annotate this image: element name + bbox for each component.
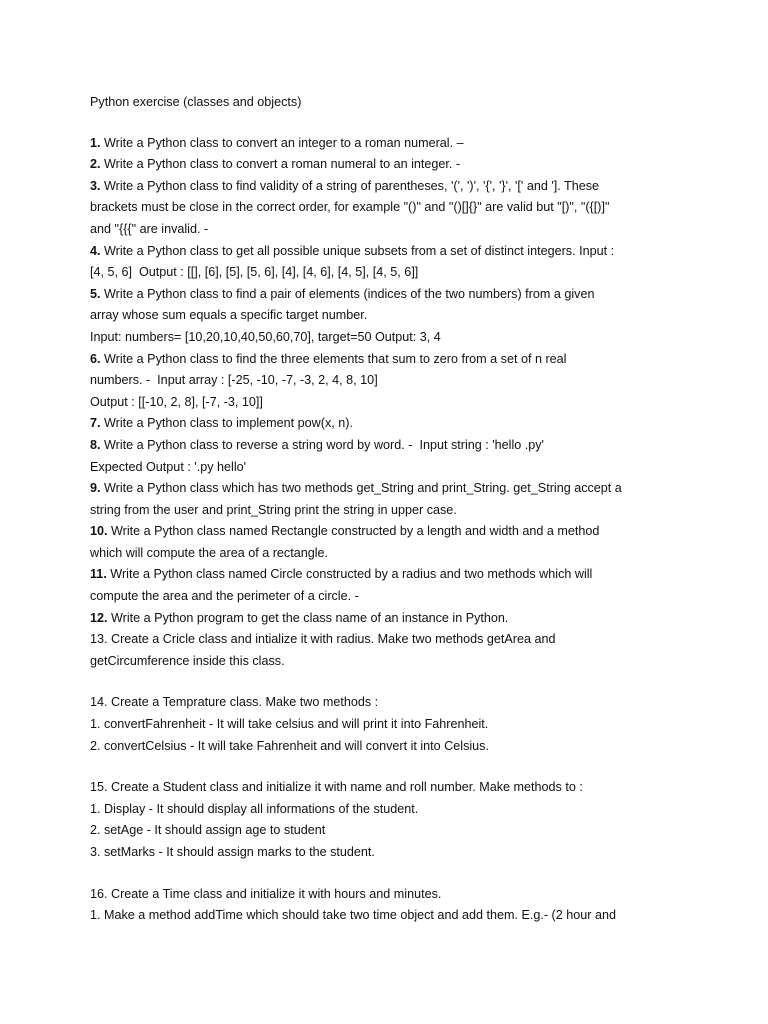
exercise-5-line-2: array whose sum equals a specific target number. [90,308,368,323]
exercise-3-line-2: brackets must be close in the correct order, for example "()" and "()[]{}" are valid but "[)", "({[)]" [90,200,610,215]
exercise-number: 6. [90,351,101,366]
exercise-text: Write a Python class to find the three elements that sum to zero from a set of n real [100,351,567,366]
exercise-text: Write a Python class to convert a roman numeral to an integer. - [100,157,461,172]
exercise-13-line-2: getCircumference inside this class. [90,653,285,668]
exercise-6-line-2: numbers. - Input array : [-25, -10, -7, -3, 2, 4, 8, 10] [90,373,378,388]
exercise-8 [90,435,690,457]
exercise-10 [90,521,690,543]
exercise-8-line-2: Expected Output : '.py hello' [90,459,247,474]
exercise-9-line-2: string from the user and print_String print the string in upper case. [90,502,457,517]
exercise-15-method-3: 3. setMarks - It should assign marks to the student. [90,845,375,859]
exercise-14: 14. Create a Temprature class. Make two methods : [90,695,379,710]
exercise-text: Write a Python class to convert an integer to a roman numeral. – [100,135,464,150]
exercise-10-line-2: which will compute the area of a rectangle. [90,545,329,560]
exercise-6 [90,349,690,371]
exercise-number: 9. [90,481,101,496]
exercise-text: Write a Python class which has two methods get_String and print_String. get_String accept a [100,481,622,496]
exercise-13: 13. Create a Cricle class and intialize it with radius. Make two methods getArea and [90,632,556,647]
exercise-5-line-3: Input: numbers= [10,20,10,40,50,60,70], target=50 Output: 3, 4 [90,329,441,344]
exercise-15-method-1: 1. Display - It should display all informations of the student. [90,801,419,816]
exercise-1 [90,133,690,155]
exercise-4 [90,241,690,263]
exercise-3 [90,176,690,198]
document-page [90,92,690,927]
exercise-number: 8. [90,437,101,452]
exercise-7 [90,413,690,435]
exercise-11-line-2: compute the area and the perimeter of a circle. - [90,589,359,604]
exercise-text: Write a Python class named Circle constructed by a radius and two methods which will [106,567,593,582]
exercise-16: 16. Create a Time class and initialize it with hours and minutes. [90,886,442,901]
exercise-15-method-2: 2. setAge - It should assign age to student [90,823,326,838]
exercise-5 [90,284,690,306]
spacer [90,757,690,777]
document-title: Python exercise (classes and objects) [90,95,302,109]
spacer [90,672,690,692]
exercise-text: Write a Python class to reverse a string word by word. - Input string : 'hello .py' [100,437,544,452]
exercise-number: 2. [90,157,101,172]
exercise-12 [90,608,690,630]
exercise-14-method-2: 2. convertCelsius - It will take Fahrenheit and will convert it into Celsius. [90,738,489,753]
exercise-text: Write a Python class to get all possible unique subsets from a set of distinct integers. Input : [100,243,615,258]
exercise-number: 4. [90,243,101,258]
exercise-text: Write a Python class to find validity of a string of parentheses, '(', ')', '{', '}', '[' and ']. These [100,178,600,193]
exercise-15: 15. Create a Student class and initialize it with name and roll number. Make methods to : [90,780,583,795]
exercise-11 [90,564,690,586]
exercise-4-line-2: [4, 5, 6] Output : [[], [6], [5], [5, 6], [4], [4, 6], [4, 5], [4, 5, 6]] [90,265,419,280]
exercise-2 [90,154,690,176]
spacer [90,864,690,884]
exercise-number: 5. [90,286,101,301]
exercise-number: 7. [90,416,101,431]
exercise-3-line-3: and "{{{" are invalid. - [90,221,209,236]
exercise-6-line-3: Output : [[-10, 2, 8], [-7, -3, 10]] [90,394,263,409]
exercise-number: 11. [90,567,107,582]
spacer [90,114,690,133]
exercise-number: 10. [90,524,108,539]
exercise-text: Write a Python class to find a pair of elements (indices of the two numbers) from a given [100,286,595,301]
exercise-number: 1. [90,135,101,150]
exercise-text: Write a Python class to implement pow(x, n). [100,416,353,431]
exercise-14-method-1: 1. convertFahrenheit - It will take celsius and will print it into Fahrenheit. [90,717,489,732]
exercise-text: Write a Python program to get the class name of an instance in Python. [107,610,509,625]
exercise-number: 3. [90,178,101,193]
exercise-text: Write a Python class named Rectangle constructed by a length and width and a method [107,524,600,539]
exercise-9 [90,478,690,500]
exercise-number: 12. [90,610,108,625]
exercise-16-method-1: 1. Make a method addTime which should take two time object and add them. E.g.- (2 hour and [90,908,616,923]
